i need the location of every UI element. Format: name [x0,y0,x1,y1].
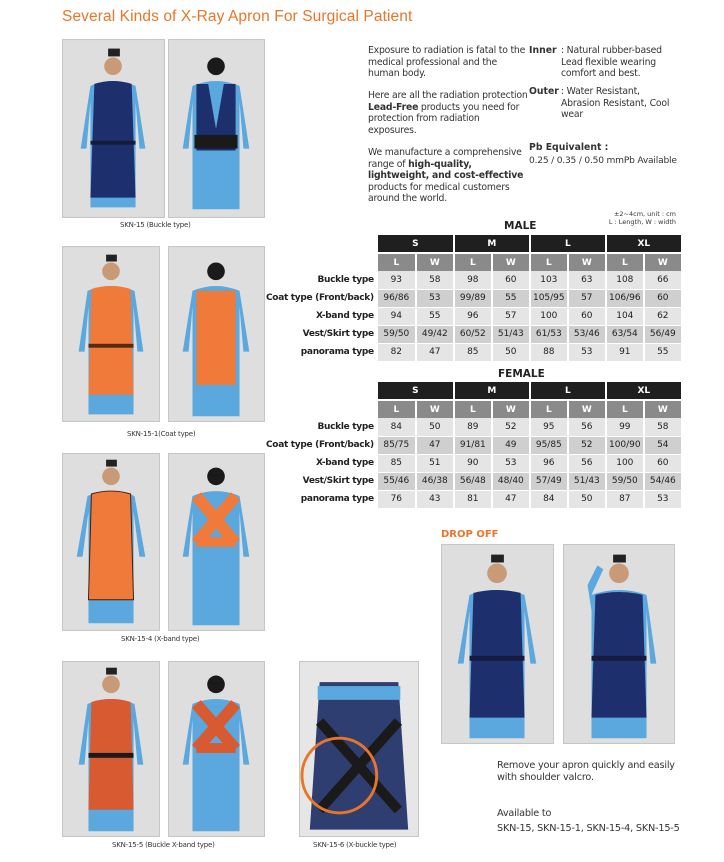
table-cell: 51/43 [492,325,530,343]
size-header-l: L [530,382,606,400]
table-cell: 54 [644,436,682,454]
table-cell: 47 [416,436,454,454]
table-cell: 95 [530,418,568,436]
table-cell: 57 [568,289,606,307]
inner-label: Inner [529,45,557,56]
photo-dropoff-2 [563,544,675,744]
x-buckle-closeup-image [300,662,418,836]
table-cell: 57 [492,307,530,325]
length-header: L [530,400,568,418]
table-cell: 103 [530,271,568,289]
width-header: W [492,253,530,271]
person-red-apron-front-image [63,662,159,836]
person-xband-apron-back-image [169,454,264,630]
table-cell: 62 [644,307,682,325]
table-cell: 58 [644,418,682,436]
table-row [266,490,682,508]
drop-off-title: DROP OFF [441,529,499,540]
row-label: Vest/Skirt type [302,329,374,339]
table-cell: 56 [568,418,606,436]
header-spacer [266,235,378,253]
table-cell: 63 [568,271,606,289]
table-cell: 66 [644,271,682,289]
table-cell: 57/49 [530,472,568,490]
row-label: panorama type [300,494,374,504]
table-cell: 99/89 [454,289,492,307]
table-row [266,271,682,289]
table-cell: 50 [492,343,530,361]
male-size-table [266,235,683,362]
drop-off-description: Remove your apron quickly and easily with shoulder valcro. [497,760,675,783]
table-cell: 55/46 [378,472,416,490]
table-cell: 104 [606,307,644,325]
table-cell: 84 [378,418,416,436]
male-table-title: MALE [504,220,537,232]
table-cell: 54/46 [644,472,682,490]
caption-skn154: SKN-15-4 (X-band type) [121,635,200,643]
caption-skn151: SKN-15-1(Coat type) [127,430,196,438]
person-navy-apron-back-image [169,40,264,217]
row-label: Coat type (Front/back) [266,293,374,303]
photo-skn154-front [62,453,160,631]
person-navy-apron-dropoff-image [442,545,553,743]
outer-label: Outer [529,86,559,97]
photo-skn155-back [168,661,265,837]
table-cell: 56 [568,454,606,472]
table-cell: 60 [568,307,606,325]
table-cell: 56/48 [454,472,492,490]
table-cell: 47 [416,343,454,361]
table-cell: 49/42 [416,325,454,343]
table-cell: 91/81 [454,436,492,454]
unit-note-line1: ±2~4cm, unit : cm [613,210,676,218]
table-row [266,343,682,361]
table-cell: 53/46 [568,325,606,343]
photo-skn151-front [62,246,160,422]
table-cell: 96/86 [378,289,416,307]
table-cell: 94 [378,307,416,325]
subheader-spacer [266,253,378,271]
table-cell: 55 [416,307,454,325]
table-cell: 98 [454,271,492,289]
table-cell: 53 [644,490,682,508]
table-cell: 55 [492,289,530,307]
photo-skn156-detail [299,661,419,837]
row-label: Buckle type [317,422,374,432]
table-cell: 76 [378,490,416,508]
width-header: W [644,253,682,271]
table-cell: 105/95 [530,289,568,307]
table-cell: 50 [568,490,606,508]
table-cell: 58 [416,271,454,289]
photo-dropoff-1 [441,544,554,744]
unit-note [609,210,676,226]
photo-skn151-back [168,246,265,422]
available-label: Available to [497,808,552,819]
table-cell: 85 [454,343,492,361]
size-header-xl: XL [606,382,682,400]
table-cell: 55 [644,343,682,361]
table-cell: 108 [606,271,644,289]
person-navy-apron-front-image [63,40,164,217]
table-cell: 60 [644,454,682,472]
table-cell: 53 [568,343,606,361]
table-row [266,325,682,343]
female-size-table [266,382,683,509]
table-row [266,454,682,472]
table-cell: 100 [606,454,644,472]
table-cell: 50 [416,418,454,436]
row-label: Buckle type [317,275,374,285]
outer-value: : Water Resistant, Abrasion Resistant, Cool wear [561,86,670,120]
person-navy-apron-shoulder-release-image [564,545,674,743]
size-header-s: S [378,235,454,253]
person-xband-apron-front-image [63,454,159,630]
width-header: W [568,400,606,418]
length-header: L [606,253,644,271]
table-cell: 81 [454,490,492,508]
intro-paragraph-3: We manufacture a comprehensive range of high-quality, lightweight, and cost-effective products for medical customers around the world. [368,147,524,204]
available-models-list: SKN-15, SKN-15-1, SKN-15-4, SKN-15-5 [497,823,680,834]
length-header: L [378,400,416,418]
size-header-m: M [454,382,530,400]
row-label: X-band type [315,458,374,468]
table-cell: 91 [606,343,644,361]
photo-skn155-front [62,661,160,837]
table-cell: 100/90 [606,436,644,454]
table-cell: 59/50 [378,325,416,343]
table-cell: 46/38 [416,472,454,490]
table-cell: 93 [378,271,416,289]
table-row [266,307,682,325]
width-header: W [416,400,454,418]
table-cell: 48/40 [492,472,530,490]
table-cell: 95/85 [530,436,568,454]
caption-skn15: SKN-15 (Buckle type) [120,221,191,229]
photo-skn15-back [168,39,265,218]
table-cell: 60 [644,289,682,307]
pb-equivalent-title: Pb Equivalent : [529,142,609,153]
table-cell: 96 [530,454,568,472]
table-cell: 52 [568,436,606,454]
table-cell: 53 [492,454,530,472]
row-label: Vest/Skirt type [302,476,374,486]
width-header: W [644,400,682,418]
table-row [266,472,682,490]
table-cell: 51 [416,454,454,472]
table-cell: 60 [492,271,530,289]
table-row [266,418,682,436]
table-cell: 85 [378,454,416,472]
header-spacer [266,382,378,400]
table-cell: 61/53 [530,325,568,343]
length-header: L [378,253,416,271]
table-row [266,289,682,307]
table-cell: 60/52 [454,325,492,343]
size-header-l: L [530,235,606,253]
width-header: W [416,253,454,271]
table-cell: 90 [454,454,492,472]
table-cell: 53 [416,289,454,307]
intro-paragraph-1: Exposure to radiation is fatal to the medical professional and the human body. [368,45,526,79]
length-header: L [454,253,492,271]
person-red-apron-back-image [169,662,264,836]
unit-note-line2: L : Length, W : width [608,218,676,226]
table-cell: 88 [530,343,568,361]
table-cell: 84 [530,490,568,508]
row-label: panorama type [300,347,374,357]
length-header: L [454,400,492,418]
width-header: W [492,400,530,418]
table-cell: 49 [492,436,530,454]
table-cell: 96 [454,307,492,325]
size-header-xl: XL [606,235,682,253]
table-cell: 100 [530,307,568,325]
subheader-spacer [266,400,378,418]
row-label: Coat type (Front/back) [266,440,374,450]
inner-value: : Natural rubber-based Lead flexible wearing comfort and best. [561,45,662,79]
caption-skn155: SKN-15-5 (Buckle X-band type) [112,841,215,849]
table-cell: 85/75 [378,436,416,454]
size-header-s: S [378,382,454,400]
available-models [497,808,697,835]
table-cell: 59/50 [606,472,644,490]
table-cell: 56/49 [644,325,682,343]
pb-equivalent-value: 0.25 / 0.35 / 0.50 mmPb Available [529,156,677,166]
row-label: X-band type [315,311,374,321]
person-orange-apron-back-image [169,247,264,421]
table-cell: 43 [416,490,454,508]
table-row [266,436,682,454]
caption-skn156: SKN-15-6 (X-buckle type) [313,841,397,849]
table-cell: 99 [606,418,644,436]
table-cell: 52 [492,418,530,436]
photo-skn154-back [168,453,265,631]
table-cell: 89 [454,418,492,436]
length-header: L [530,253,568,271]
table-cell: 106/96 [606,289,644,307]
photo-skn15-front [62,39,165,218]
person-orange-apron-front-image [63,247,159,421]
table-cell: 87 [606,490,644,508]
intro-paragraph-2: Here are all the radiation protection Lead-Free products you need for protection from radiation exposures. [368,90,528,136]
page-title: Several Kinds of X-Ray Apron For Surgical Patient [62,8,413,25]
table-cell: 51/43 [568,472,606,490]
table-cell: 63/54 [606,325,644,343]
female-table-title: FEMALE [498,368,545,380]
size-header-m: M [454,235,530,253]
table-cell: 82 [378,343,416,361]
table-cell: 47 [492,490,530,508]
width-header: W [568,253,606,271]
length-header: L [606,400,644,418]
